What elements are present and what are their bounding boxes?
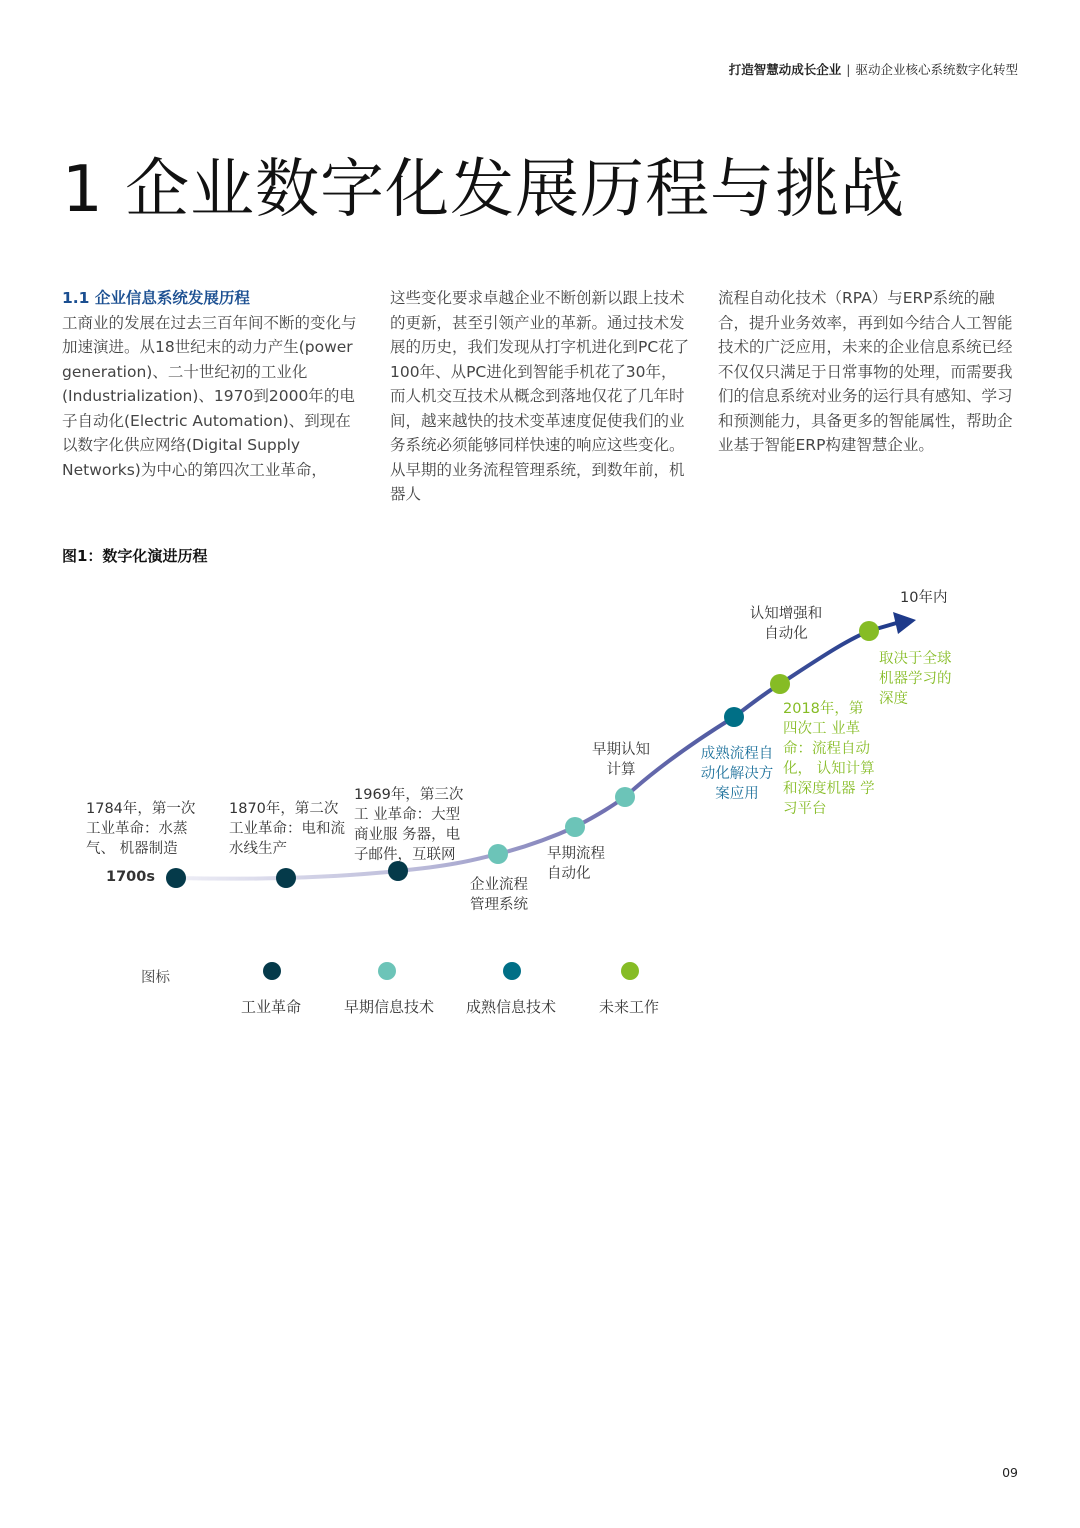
page-number: 09 xyxy=(1002,1465,1018,1480)
label-early-cog: 早期认知计算 xyxy=(592,742,650,778)
arrow-head-icon xyxy=(893,612,916,634)
header-separator: | xyxy=(846,62,851,77)
figure-title: 图1：数字化演进历程 xyxy=(62,547,208,565)
legend-light-teal-dot-icon xyxy=(378,962,396,980)
milestone-dot-early-cog xyxy=(615,787,635,807)
label-ir2: 1870年，第二次工业革命：电和流 水线生产 xyxy=(229,801,345,857)
legend-label-future: 未来工作 xyxy=(599,998,660,1016)
legend-title: 图标 xyxy=(141,970,170,986)
legend-label-industrial: 工业革命 xyxy=(241,998,302,1016)
column-1-text: 工商业的发展在过去三百年间不断的变化与加速演进。从18世纪末的动力产生(power generation)、二十世纪初的工业化(Industrialization)、1970到2000年的电子自动化(Electric Automation)、到现在以数字化供应网络(Digital Supply Networks)为中心的第四次工业革命， xyxy=(62,313,357,479)
milestone-dot-ir4 xyxy=(770,674,790,694)
label-mature-auto: 成熟流程自动化解决方案应用 xyxy=(700,746,774,802)
text-column-2: 这些变化要求卓越企业不断创新以跟上技术的更新，甚至引领产业的革新。通过技术发展的历史，我们发现从打字机进化到PC花了100年、从PC进化到智能手机花了30年，而人机交互技术从概念到落地仅花了几年时间，越来越快的技术变革速度促使我们的业务系统必须能够同样快速的响应这些变化。从早期的业务流程管理系统，到数年前，机器人 xyxy=(390,289,690,503)
milestone-dot-1700s xyxy=(166,868,186,888)
end-label: 10年内 xyxy=(900,590,948,606)
legend-label-mature: 成熟信息技术 xyxy=(466,998,557,1016)
start-label: 1700s xyxy=(106,869,155,885)
legend-teal-dot-icon xyxy=(503,962,521,980)
header-right: 驱动企业核心系统数字化转型 xyxy=(855,62,1018,77)
milestone-dot-early-auto xyxy=(565,817,585,837)
label-early-auto: 早期流程自动化 xyxy=(547,846,605,882)
label-cog-aug: 认知增强和自动化 xyxy=(749,606,823,642)
milestone-dot-bpm xyxy=(488,844,508,864)
section-heading: 1.1 企业信息系统发展历程 xyxy=(62,289,250,307)
text-column-3: 流程自动化技术（RPA）与ERP系统的融合，提升业务效率，再到如今结合人工智能技术的广泛应用，未来的企业信息系统已经不仅仅只满足于日常事物的处理，而需要我们的信息系统对业务的运行具有感知、学习和预测能力，具备更多的智能属性，帮助企业基于智能ERP构建智慧企业。 xyxy=(718,289,1013,454)
label-future: 取决于全球机器学习的深度 xyxy=(879,651,952,707)
legend-dark-dot-icon xyxy=(263,962,281,980)
milestone-dot-mature-auto xyxy=(724,707,744,727)
label-bpm: 企业流程管理系统 xyxy=(470,877,528,913)
milestone-dot-ir1 xyxy=(276,868,296,888)
legend-green-dot-icon xyxy=(621,962,639,980)
label-ir4: 2018年，第四次工 业革命：流程自动化， 认知计算和深度机器 学习平台 xyxy=(783,701,875,817)
legend-label-early: 早期信息技术 xyxy=(344,998,435,1016)
label-ir3: 1969年，第三次工 业革命：大型商业服 务器，电子邮件，互联网 xyxy=(354,787,464,863)
header-left: 打造智慧动成长企业 xyxy=(728,62,842,77)
page-title: 1 企业数字化发展历程与挑战 xyxy=(62,153,906,227)
milestone-dot-future xyxy=(859,621,879,641)
label-ir1: 1784年，第一次工业革命：水蒸气、 机器制造 xyxy=(86,801,196,857)
